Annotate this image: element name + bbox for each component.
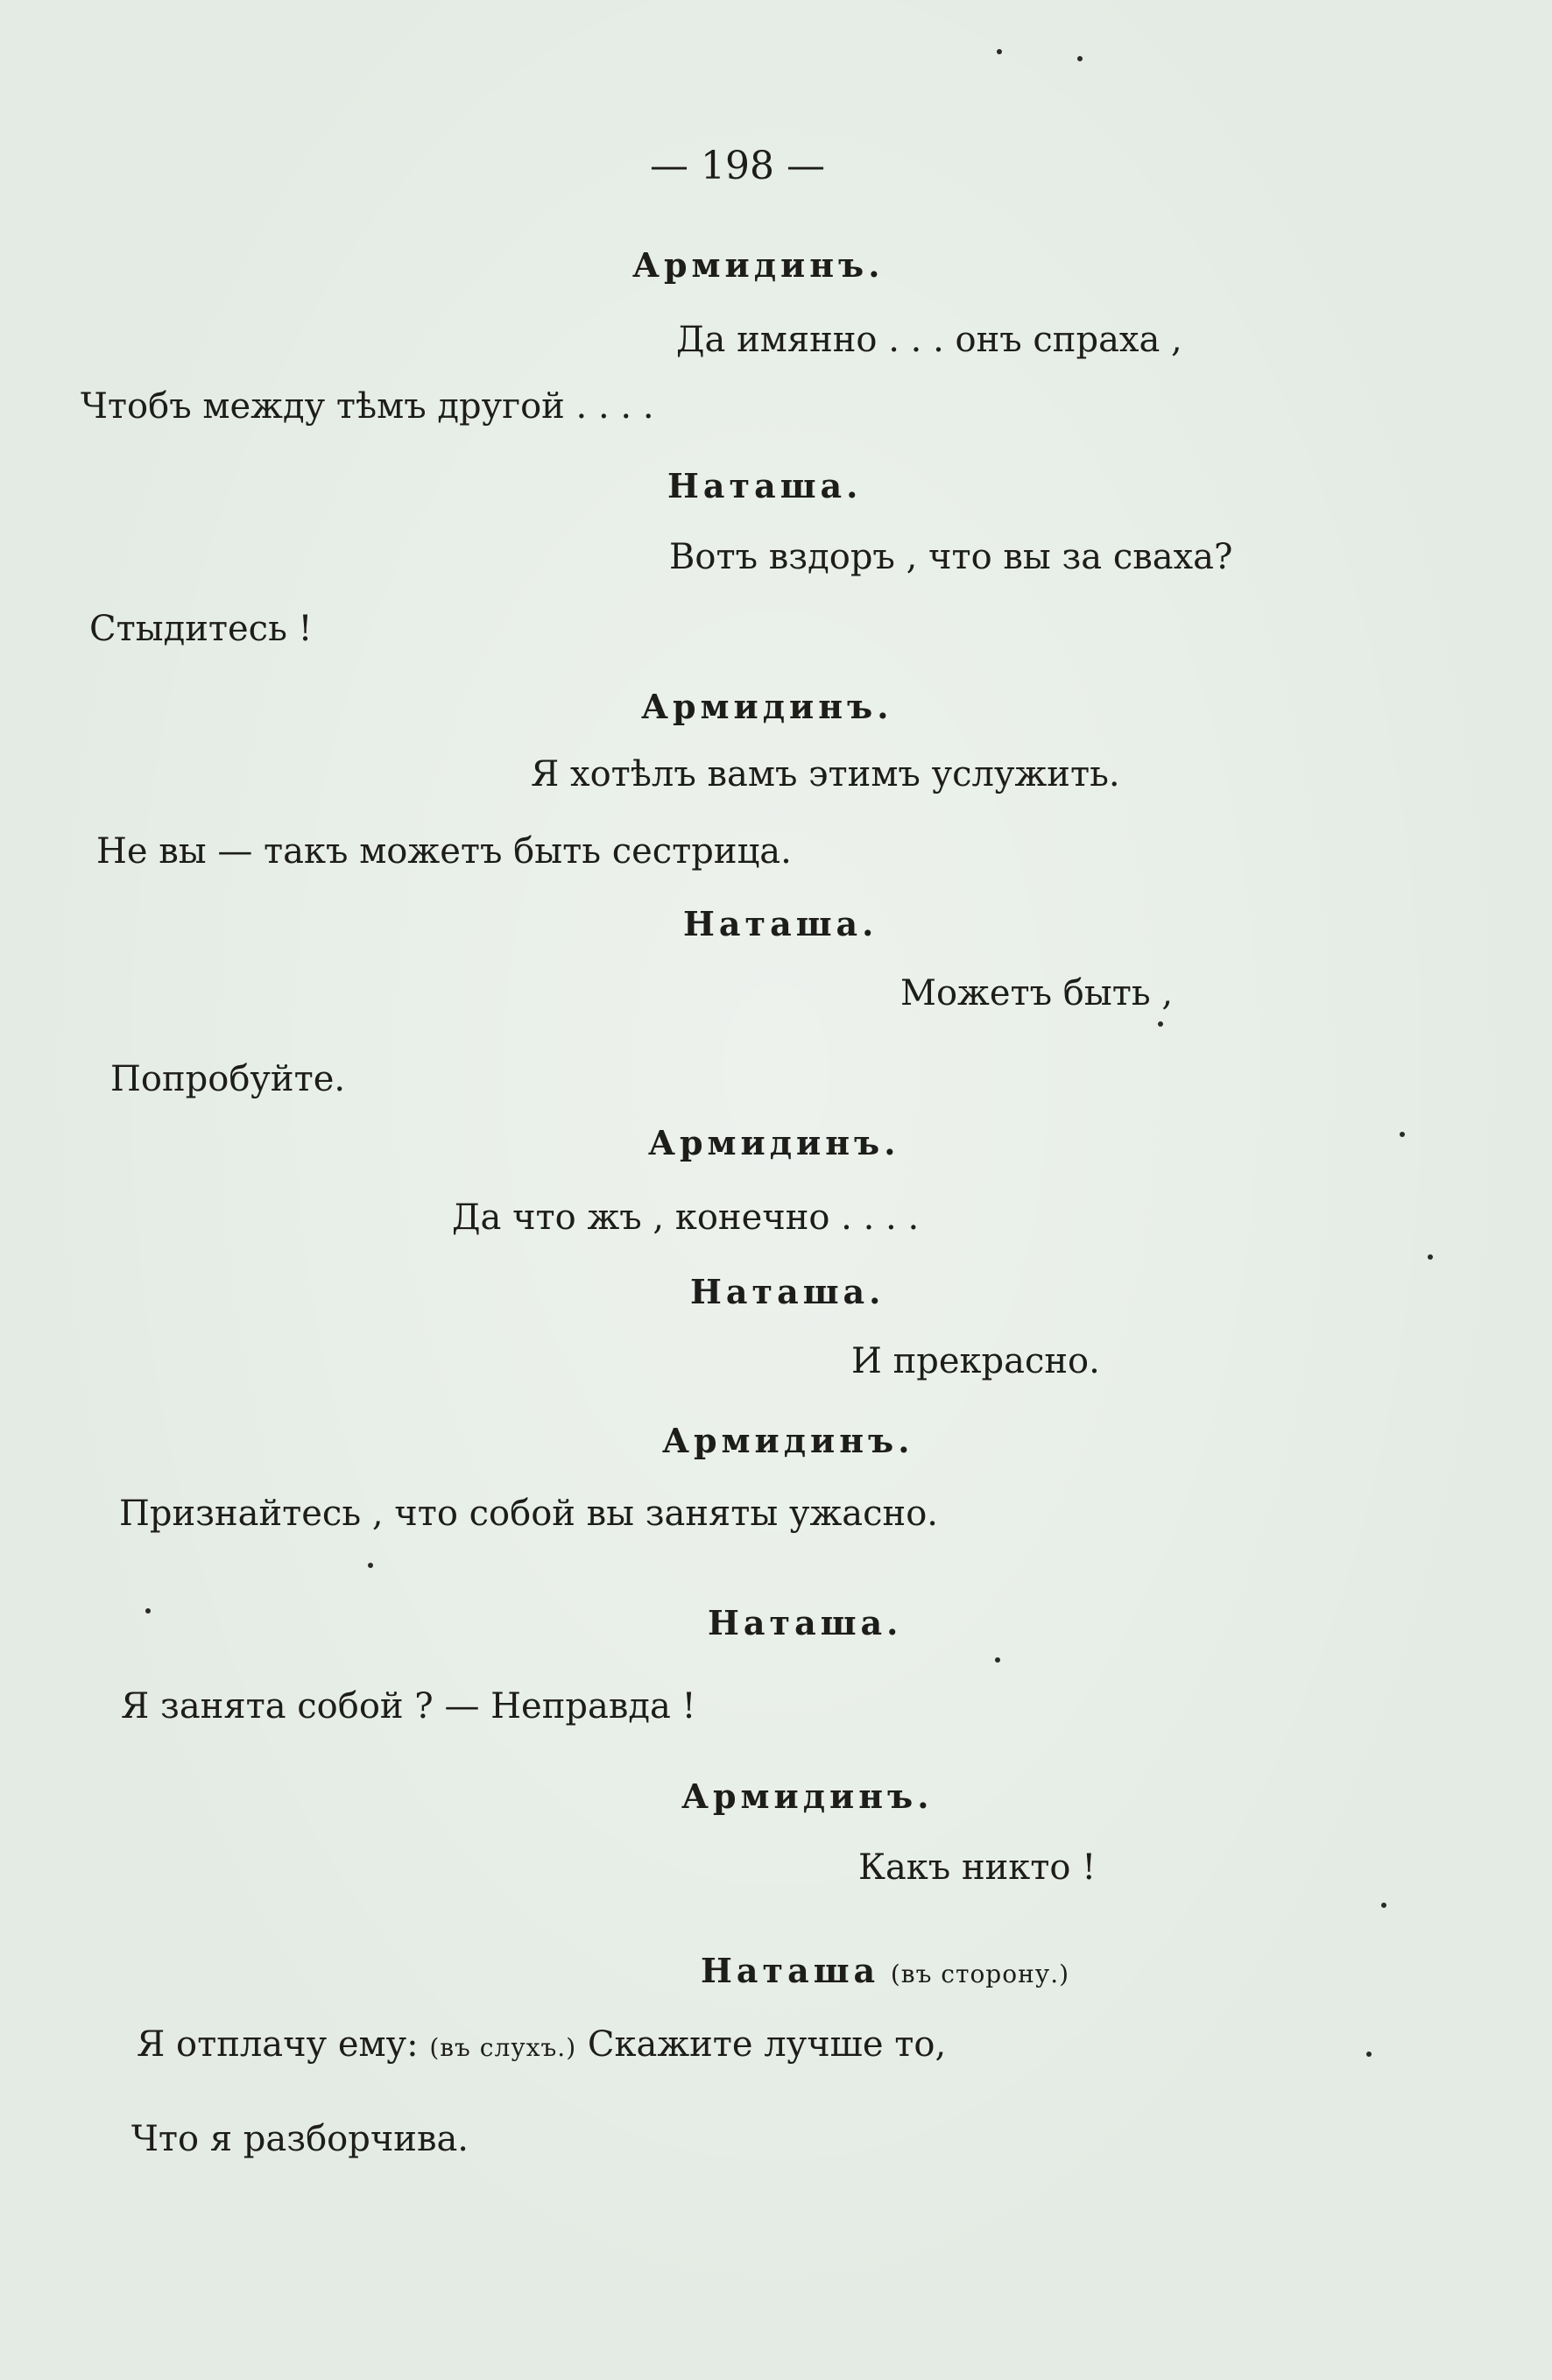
speaker-name: Наташа. — [690, 1272, 885, 1311]
speaker-name: Наташа. — [708, 1603, 903, 1642]
verse-line: Я хотѣлъ вамъ этимъ услужить. — [531, 754, 1120, 795]
print-speck — [145, 1608, 151, 1614]
verse-line: Я занята собой ? — Неправда ! — [121, 1686, 696, 1727]
stage-direction: (въ сторону.) — [890, 1960, 1070, 1988]
print-speck — [1366, 2052, 1372, 2057]
print-speck — [1381, 1903, 1386, 1908]
print-speck — [1077, 56, 1083, 61]
print-speck — [1158, 1021, 1163, 1027]
print-speck — [995, 1657, 1000, 1663]
print-speck — [1400, 1132, 1405, 1137]
verse-line: Да имянно . . . онъ спраха , — [676, 320, 1182, 360]
speaker-name: Наташа. — [667, 466, 863, 505]
verse-text: Скажите лучше то, — [587, 2024, 947, 2065]
speaker-name: Армидинъ. — [662, 1421, 914, 1460]
verse-line: Да что жъ , конечно . . . . — [452, 1197, 920, 1238]
verse-line: Признайтесь , что собой вы заняты ужасно. — [119, 1494, 938, 1534]
verse-line — [137, 2024, 947, 2065]
page-number: — 198 — — [650, 144, 825, 188]
verse-line: Какъ никто ! — [858, 1847, 1097, 1888]
verse-line: Чтобъ между тѣмъ другой . . . . — [81, 386, 654, 427]
verse-line: Не вы — такъ можетъ быть сестрица. — [96, 831, 792, 872]
verse-text: Я отплачу ему: — [137, 2024, 419, 2065]
speaker-line — [701, 1953, 1069, 1988]
speaker-name: Армидинъ. — [632, 245, 885, 285]
speaker-name: Армидинъ. — [681, 1776, 934, 1816]
verse-line: Можетъ быть , — [900, 973, 1174, 1013]
print-speck — [1428, 1254, 1433, 1260]
verse-line: Попробуйте. — [110, 1059, 346, 1099]
speaker-name: Наташа — [701, 1951, 880, 1990]
speaker-name: Армидинъ. — [648, 1123, 900, 1162]
print-speck — [368, 1563, 373, 1568]
verse-line: Вотъ вздоръ , что вы за сваха? — [669, 537, 1233, 577]
verse-line: И прекрасно. — [851, 1341, 1100, 1381]
speaker-name: Наташа. — [683, 904, 878, 943]
verse-line: Что я разборчива. — [131, 2119, 469, 2159]
stage-direction: (въ слухъ.) — [429, 2033, 577, 2062]
speaker-name: Армидинъ. — [641, 687, 893, 726]
verse-line: Стыдитесь ! — [89, 609, 313, 649]
print-speck — [997, 49, 1002, 54]
